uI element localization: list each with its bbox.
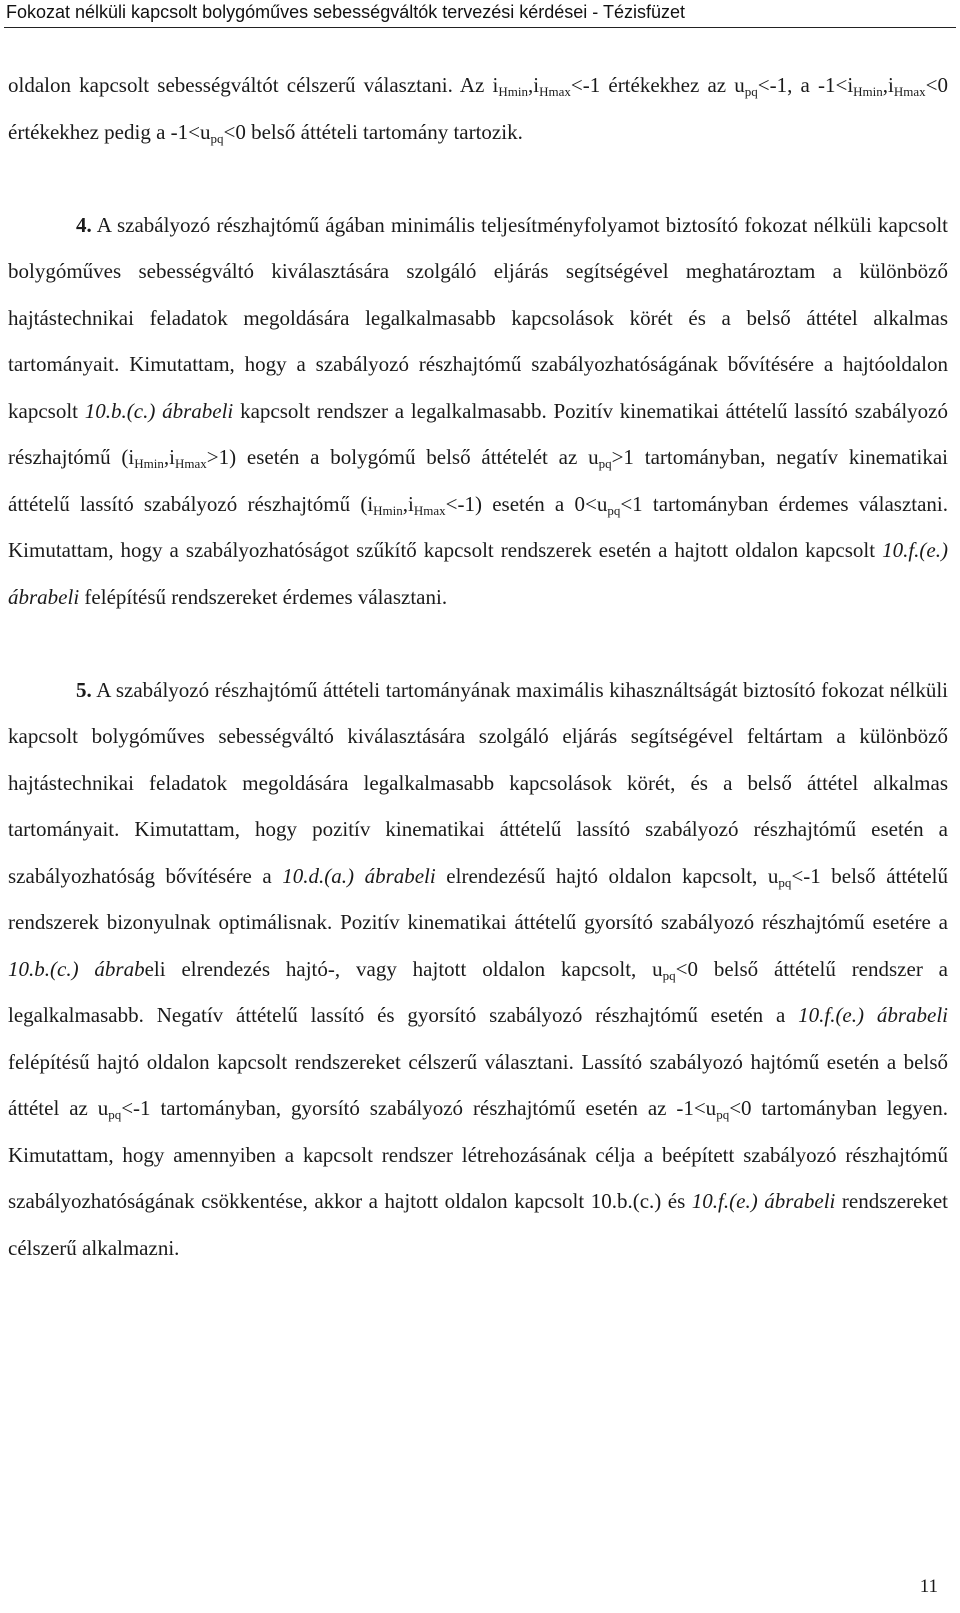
subscript-text: Hmin: [498, 84, 528, 99]
subscript-text: Hmin: [373, 502, 403, 518]
paragraph-text: <0 belső áttételi tartomány tartozik.: [223, 119, 523, 144]
figure-reference: 10.f.(e.) ábrabeli: [691, 1189, 836, 1213]
paragraph-text: rendszereket célszerű alkalmazni.: [8, 1189, 948, 1260]
paragraph-text: <0 belső áttételű rendszer a legalkalmasabb. Negatív áttételű lassító és gyorsító szabályozó részhajtómű esetén a: [8, 956, 948, 1027]
header-title: Fokozat nélküli kapcsolt bolygóműves sebességváltók tervezési kérdései - Tézisfüzet: [6, 2, 685, 22]
paragraph-continuation: [8, 62, 948, 155]
page-number: 11: [919, 1576, 938, 1597]
paragraph-text: >1) esetén a bolygómű belső áttételét az u: [206, 445, 599, 469]
subscript-text: pq: [716, 1107, 730, 1122]
page-body: [8, 62, 948, 1271]
paragraph-thesis-4: [8, 202, 948, 621]
subscript-text: pq: [108, 1107, 122, 1122]
subscript-text: Hmax: [174, 456, 207, 471]
paragraph-text: elrendezésű hajtó oldalon kapcsolt, u: [435, 863, 779, 888]
paragraph-text: ,i: [528, 73, 540, 97]
subscript-text: Hmin: [134, 456, 164, 471]
paragraph-text: oldalon kapcsolt sebességváltót célszerű választani. Az i: [8, 73, 499, 97]
subscript-text: Hmin: [853, 84, 883, 99]
subscript-text: Hmax: [413, 502, 446, 518]
subscript-text: Hmax: [539, 84, 571, 99]
figure-reference: 10.b.(c.) ábrabeli: [84, 398, 234, 423]
thesis-number: 4.: [76, 212, 92, 237]
figure-reference: 10.f.(e.) ábrabeli: [8, 538, 948, 609]
figure-reference: 10.f.(e.) ábrabeli: [798, 1003, 948, 1027]
paragraph-text: <-1 értékekhez az u: [570, 73, 745, 97]
paragraph-text: >1 tartományban, negatív kinematikai áttételű lassító szabályozó részhajtómű (i: [8, 445, 948, 516]
paragraph-text: kapcsolt rendszer a legalkalmasabb. Pozitív kinematikai áttételű lassító szabályozó részhajtómű (i: [8, 398, 948, 469]
thesis-number: 5.: [76, 677, 92, 702]
figure-reference: 10.d.(a.) ábrabeli: [282, 863, 436, 888]
figure-reference: 10.b.(c.) ábrab: [8, 956, 145, 981]
paragraph-thesis-5: [8, 667, 948, 1272]
paragraph-text: <1 tartományban érdemes választani. Kimutattam, hogy a szabályozhatóságot szűkítő kapcsolt rendszerek esetén a hajtott oldalon kapcsolt: [8, 491, 949, 562]
subscript-text: Hmax: [893, 84, 926, 99]
running-header: [0, 0, 960, 30]
paragraph-text: felépítésű hajtó oldalon kapcsolt rendszereket célszerű választani. Lassító szabályozó hajtómű esetén a belső áttétel az u: [8, 1049, 948, 1120]
paragraph-text: ,i: [163, 445, 175, 469]
subscript-text: pq: [598, 456, 612, 471]
paragraph-text: <-1) esetén a 0<u: [445, 491, 608, 516]
paragraph-text: <-1, a -1<i: [757, 73, 854, 97]
paragraph-text: ,i: [882, 73, 894, 97]
header-rule: [4, 27, 956, 28]
subscript-text: pq: [744, 84, 758, 99]
paragraph-text: <-1 belső áttételű rendszerek bizonyulnak optimálisnak. Pozitív kinematikai áttételű gyorsító szabályozó részhajtómű esetére a: [8, 863, 948, 934]
subscript-text: pq: [210, 130, 224, 146]
paragraph-text: eli elrendezés hajtó-, vagy hajtott oldalon kapcsolt, u: [144, 956, 663, 981]
subscript-text: pq: [662, 967, 676, 983]
paragraph-text: <0 értékekhez pedig a -1<u: [8, 73, 948, 144]
paragraph-text: ,i: [402, 491, 414, 516]
paragraph-text: felépítésű rendszereket érdemes választani.: [79, 584, 448, 609]
subscript-text: pq: [778, 874, 792, 890]
paragraph-text: <-1 tartományban, gyorsító szabályozó részhajtómű esetén az -1<u: [121, 1096, 717, 1120]
paragraph-text: <0 tartományban legyen. Kimutattam, hogy amennyiben a kapcsolt rendszer létrehozásának célja a beépített szabályozó részhajtómű szabályozhatóságának csökkentése, akkor a hajtott oldalon kapcsolt 10.b.(c.) és: [8, 1096, 948, 1213]
paragraph-text: A szabályozó részhajtómű ágában minimális teljesítményfolyamot biztosító fokozat nélküli kapcsolt bolygóműves sebességváltó kiválasztására szolgáló eljárás segítségével meghatároztam a különböző hajtástechnikai feladatok megoldására legalkalmasabb kapcsolások körét és a belső áttétel alkalmas tartományait. Kimutattam, hogy a szabályozó részhajtómű szabályozhatóságának bővítésére a hajtóoldalon kapcsolt: [8, 212, 948, 423]
paragraph-text: A szabályozó részhajtómű áttételi tartományának maximális kihasználtságát biztosító fokozat nélküli kapcsolt bolygóműves sebességváltó kiválasztására szolgáló eljárás segítségével feltártam a különböző hajtástechnikai feladatok megoldására legalkalmasabb kapcsolások körét, és a belső áttétel alkalmas tartományait. Kimutattam, hogy pozitív kinematikai áttételű lassító szabályozó részhajtómű esetén a szabályozhatóság bővítésére a: [8, 677, 948, 888]
subscript-text: pq: [607, 502, 621, 518]
